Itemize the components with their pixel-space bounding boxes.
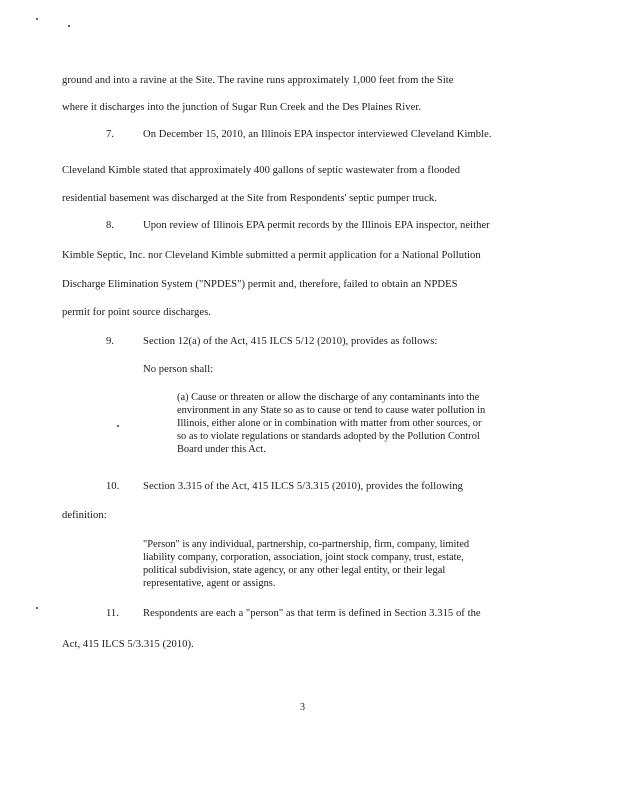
paragraph-6-line-1: ground and into a ravine at the Site. The ravine runs approximately 1,000 feet from the Site (62, 75, 454, 86)
quote-line: so as to violate regulations or standards adopted by the Pollution Control (177, 431, 480, 442)
paragraph-7-line-2: Cleveland Kimble stated that approximately 400 gallons of septic wastewater from a flooded (62, 165, 461, 176)
page-number: 3 (300, 702, 305, 713)
quote-line: Board under this Act. (177, 444, 266, 455)
paragraph-8-line-3: Discharge Elimination System ("NPDES") permit and, therefore, failed to obtain an NPDES (62, 279, 458, 290)
quote-line: liability company, corporation, association, joint stock company, trust, estate, (143, 552, 464, 563)
quote-line: (a) Cause or threaten or allow the discharge of any contaminants into the (177, 392, 480, 403)
quote-line: political subdivision, state agency, or any other legal entity, or their legal (143, 565, 446, 576)
paragraph-9-lead-in: No person shall: (143, 364, 214, 375)
quote-line: representative, agent or assigns. (143, 578, 276, 589)
paragraph-9-line-1: Section 12(a) of the Act, 415 ILCS 5/12 (2010), provides as follows: (143, 336, 438, 347)
quote-line: environment in any State so as to cause or tend to cause water pollution in (177, 405, 486, 416)
paragraph-7-line-1: On December 15, 2010, an Illinois EPA inspector interviewed Cleveland Kimble. (143, 129, 492, 140)
paragraph-number: 10. (106, 481, 120, 492)
paragraph-number: 11. (106, 608, 119, 619)
paragraph-8-line-1: Upon review of Illinois EPA permit records by the Illinois EPA inspector, neither (143, 220, 490, 231)
scan-speck (117, 425, 119, 427)
paragraph-7-line-3: residential basement was discharged at the Site from Respondents' septic pumper truck. (62, 193, 437, 204)
paragraph-6-line-2: where it discharges into the junction of Sugar Run Creek and the Des Plaines River. (62, 102, 422, 113)
quote-line: Illinois, either alone or in combination with matter from other sources, or (177, 418, 482, 429)
scan-speck (68, 25, 70, 27)
paragraph-8-line-4: permit for point source discharges. (62, 307, 211, 318)
paragraph-11-line-2: Act, 415 ILCS 5/3.315 (2010). (62, 639, 194, 650)
paragraph-number: 9. (106, 336, 114, 347)
paragraph-10-line-2: definition: (62, 510, 107, 521)
scan-speck (36, 607, 38, 609)
paragraph-10-line-1: Section 3.315 of the Act, 415 ILCS 5/3.315 (2010), provides the following (143, 481, 463, 492)
paragraph-11-line-1: Respondents are each a "person" as that term is defined in Section 3.315 of the (143, 608, 481, 619)
quote-line: "Person" is any individual, partnership, co-partnership, firm, company, limited (143, 539, 470, 550)
paragraph-8-line-2: Kimble Septic, Inc. nor Cleveland Kimble submitted a permit application for a National Pollution (62, 250, 481, 261)
paragraph-number: 8. (106, 220, 114, 231)
paragraph-number: 7. (106, 129, 114, 140)
scan-speck (36, 18, 38, 20)
